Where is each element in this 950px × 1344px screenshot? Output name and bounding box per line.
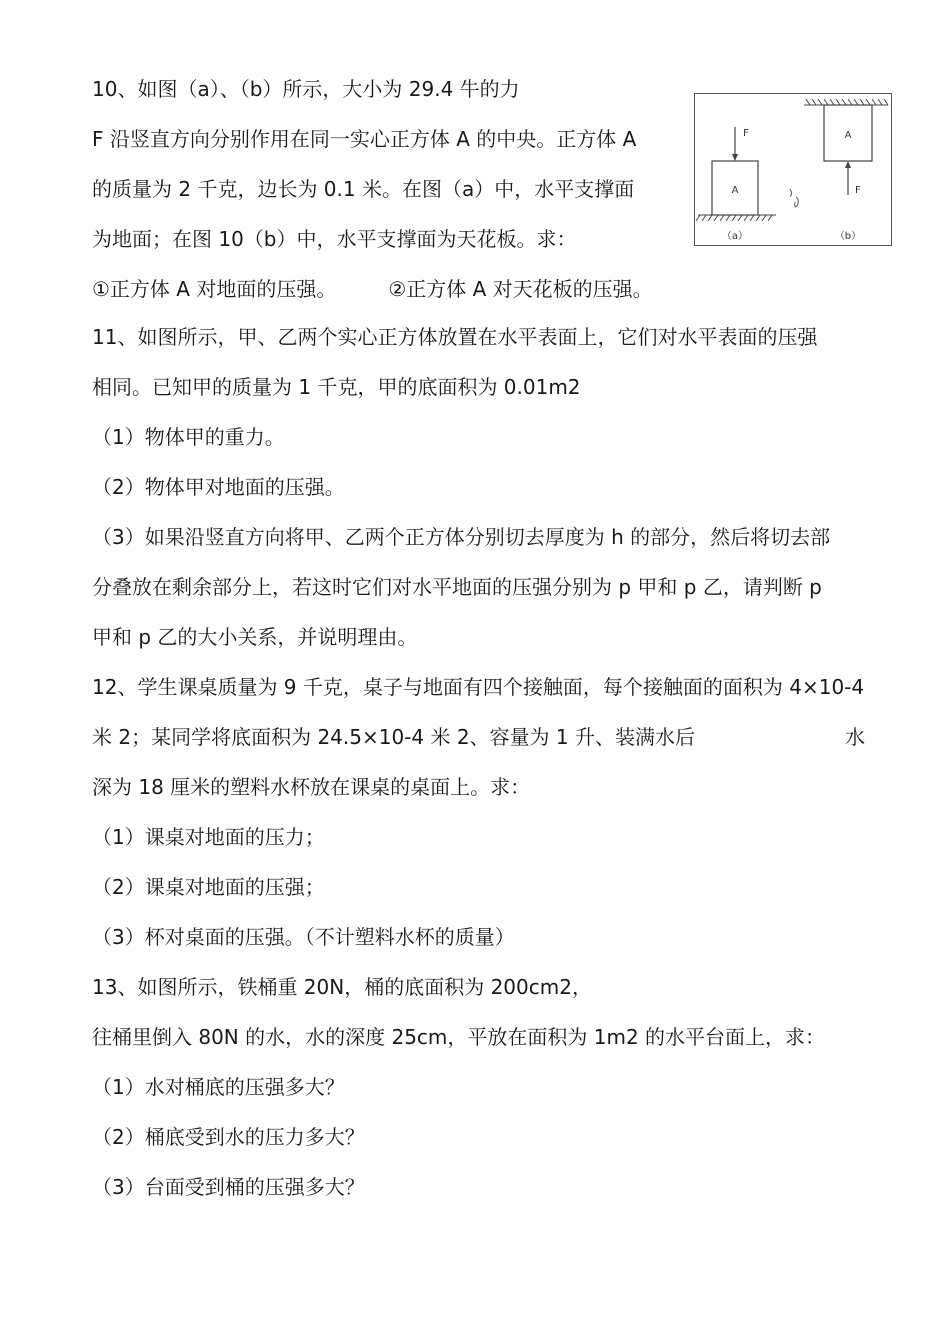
q10-line-3: 的质量为 2 千克，边长为 0.1 米。在图（a）中，水平支撑面 — [92, 177, 635, 201]
q11-subquestion-2: （2）物体甲对地面的压强。 — [92, 475, 345, 499]
q10-subquestion-1: ①正方体 A 对地面的压强。 — [92, 277, 337, 301]
q13-line-1: 13、如图所示，铁桶重 20N，桶的底面积为 200cm2， — [92, 975, 592, 999]
q13-line-2: 往桶里倒入 80N 的水，水的深度 25cm，平放在面积为 1m2 的水平台面上，求： — [92, 1025, 826, 1049]
q12-line-2 — [92, 724, 865, 750]
q12-subquestion-3: （3）杯对桌面的压强。（不计塑料水杯的质量） — [92, 925, 515, 949]
block-a-label: A — [731, 185, 739, 196]
q11-line-1: 11、如图所示，甲、乙两个实心正方体放置在水平表面上，它们对水平表面的压强 — [92, 325, 818, 349]
q12-subquestion-2: （2）课桌对地面的压强； — [92, 875, 325, 899]
q12-line-1: 12、学生课桌质量为 9 千克，桌子与地面有四个接触面，每个接触面的面积为 4×10-4 — [92, 675, 865, 699]
q10-figure — [694, 93, 892, 246]
q10-line-2: F 沿竖直方向分别作用在同一实心正方体 A 的中央。正方体 A — [92, 127, 637, 151]
q13-subquestion-3: （3）台面受到桶的压强多大？ — [92, 1175, 365, 1199]
q13-subquestion-1: （1）水对桶底的压强多大？ — [92, 1075, 345, 1099]
force-label-a: F — [743, 128, 749, 139]
q12-line-2-tail: 水 — [845, 725, 865, 749]
q10-subquestion-2: ②正方体 A 对天花板的压强。 — [388, 277, 653, 301]
block-b-label: A — [844, 130, 852, 141]
q10-subquestions — [92, 276, 653, 302]
q12-line-2-main: 米 2；某同学将底面积为 24.5×10-4 米 2、容量为 1 升、装满水后 — [92, 725, 695, 749]
q10-line-4: 为地面；在图 10（b）中，水平支撑面为天花板。求： — [92, 227, 577, 251]
caption-b: （b） — [834, 231, 862, 242]
force-label-b: F — [855, 185, 861, 196]
q11-line-2: 相同。已知甲的质量为 1 千克，甲的底面积为 0.01m2 — [92, 375, 581, 399]
q10-line-1: 10、如图（a）、（b）所示，大小为 29.4 牛的力 — [92, 77, 520, 101]
q11-subquestion-1: （1）物体甲的重力。 — [92, 425, 285, 449]
q11-subquestion-3-line-2: 分叠放在剩余部分上，若这时它们对水平地面的压强分别为 p 甲和 p 乙，请判断 p — [92, 575, 822, 599]
q11-subquestion-3-line-3: 甲和 p 乙的大小关系，并说明理由。 — [92, 625, 418, 649]
q11-subquestion-3-line-1: （3）如果沿竖直方向将甲、乙两个正方体分别切去厚度为 h 的部分，然后将切去部 — [92, 525, 831, 549]
q10-figure-svg — [694, 93, 892, 246]
q12-subquestion-1: （1）课桌对地面的压力； — [92, 825, 325, 849]
caption-a: （a） — [721, 231, 749, 242]
q12-line-3: 深为 18 厘米的塑料水杯放在课桌的桌面上。求： — [92, 775, 531, 799]
q13-subquestion-2: （2）桶底受到水的压力多大？ — [92, 1125, 365, 1149]
